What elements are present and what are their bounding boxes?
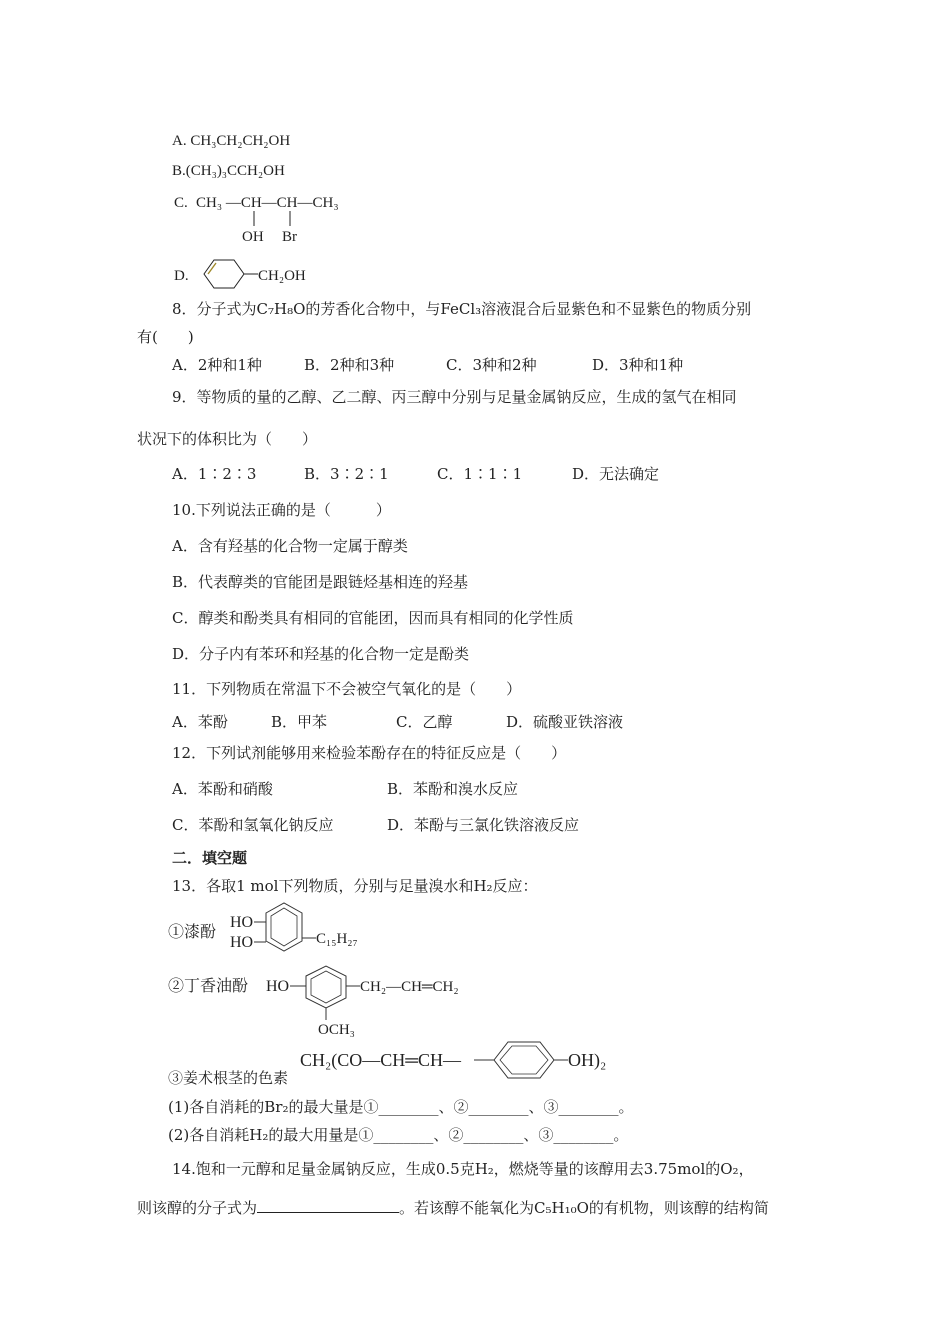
- q9-option-d: D．无法确定: [572, 465, 660, 483]
- q12-option-c: C．苯酚和氢氧化钠反应: [172, 816, 334, 834]
- q9-stem-line2: 状况下的体积比为（ ）: [137, 430, 318, 448]
- q12-option-b: B．苯酚和溴水反应: [387, 780, 519, 798]
- benzene-ring-icon: [306, 966, 346, 1008]
- q7-c-oh: OH: [242, 229, 264, 245]
- q7-option-d-structure: [172, 256, 372, 292]
- benzene-inner-ring-icon: [311, 971, 341, 1003]
- q12-option-d: D．苯酚与三氯化铁溶液反应: [387, 816, 580, 834]
- q13-s1-r: C₁₅H₂₇: [316, 931, 358, 947]
- q13-s1-ho2: HO: [230, 934, 254, 951]
- q11-stem: 11．下列物质在常温下不会被空气氧化的是（ ）: [172, 680, 522, 698]
- q8-stem-line1: 8．分子式为C₇H₈O的芳香化合物中，与FeCl₃溶液混合后显紫色和不显紫色的物质分别: [172, 300, 752, 318]
- q13-question-2: (2)各自消耗H₂的最大用量是①________、②________、③________。: [168, 1126, 629, 1144]
- benzene-ring-icon: [494, 1042, 554, 1078]
- eugenol-structure: [168, 962, 528, 1038]
- section-title-fill-in: 二．填空题: [172, 849, 248, 867]
- benzene-inner-ring-icon: [500, 1046, 548, 1074]
- q13-s2-ho: HO: [266, 978, 290, 995]
- q11-option-c: C．乙醇: [396, 713, 453, 731]
- q11-option-d: D．硫酸亚铁溶液: [506, 713, 624, 731]
- q8-option-d: D．3种和1种: [592, 356, 684, 374]
- q13-s3-formula-left: CH₂(CO—CH═CH—: [300, 1050, 462, 1070]
- q7-c-main-chain: CH₃ —CH—CH—CH₃: [196, 195, 339, 211]
- q8-option-c: C．3种和2种: [446, 356, 537, 374]
- benzene-inner-ring-icon: [271, 908, 297, 946]
- q8-stem-line2: 有( ): [137, 328, 194, 346]
- q7-option-a: A. CH₃CH₂CH₂OH: [172, 133, 291, 149]
- q13-stem: 13．各取1 mol下列物质，分别与足量溴水和H₂反应：: [172, 877, 538, 895]
- q7-d-label: D.: [174, 268, 189, 284]
- q13-s1-ho1: HO: [230, 914, 254, 931]
- q11-option-b: B．甲苯: [271, 713, 328, 731]
- q7-d-group: CH₂OH: [258, 268, 306, 284]
- q9-option-b: B．3∶2∶1: [304, 465, 389, 483]
- q8-option-b: B．2种和3种: [304, 356, 395, 374]
- q11-option-a: A．苯酚: [172, 713, 228, 731]
- q8-option-a: A．2种和1种: [172, 356, 262, 374]
- q13-structure-1: [168, 900, 428, 962]
- q14-answer-blank[interactable]: [257, 1197, 399, 1213]
- urushiol-structure: [168, 900, 428, 962]
- benzene-ring-icon: [204, 260, 244, 288]
- q7-option-d: [172, 256, 372, 292]
- q13-structure-3: [296, 1038, 636, 1082]
- q12-option-a: A．苯酚和硝酸: [172, 780, 273, 798]
- q7-c-br: Br: [282, 229, 297, 245]
- q13-s3-label: ③姜术根茎的色素: [168, 1069, 289, 1087]
- q7-c-label: C.: [174, 195, 188, 211]
- q10-option-a: A．含有羟基的化合物一定属于醇类: [172, 537, 408, 555]
- q13-s1-label: ①漆酚: [168, 924, 217, 941]
- q14-line2-prefix: 则该醇的分子式为: [137, 1199, 258, 1217]
- q14-stem-line2: [137, 1197, 769, 1218]
- curcumin-structure: [296, 1038, 636, 1082]
- q10-option-c: C．醇类和酚类具有相同的官能团，因而具有相同的化学性质: [172, 609, 574, 627]
- q7-option-b: B.(CH₃)₃CCH₂OH: [172, 163, 285, 179]
- q10-stem: 10.下列说法正确的是（ ）: [172, 501, 391, 519]
- q13-s3-formula-right: OH)₂: [568, 1050, 607, 1070]
- q13-s2-label: ②丁香油酚: [168, 978, 249, 995]
- q9-option-c: C．1∶1∶1: [437, 465, 523, 483]
- q7-option-c: [172, 190, 372, 246]
- q14-line2-suffix: 。若该醇不能氧化为C₅H₁₀O的有机物，则该醇的结构简: [399, 1199, 769, 1217]
- q7-option-c-structure: [172, 190, 372, 246]
- double-bond-mark: [208, 263, 216, 274]
- q13-s2-chain: CH₂—CH═CH₂: [360, 979, 459, 995]
- q9-stem-line1: 9．等物质的量的乙醇、乙二醇、丙三醇中分别与足量金属钠反应，生成的氢气在相同: [172, 388, 737, 406]
- q10-option-d: D．分子内有苯环和羟基的化合物一定是酚类: [172, 645, 470, 663]
- q13-structure-2: [168, 962, 528, 1038]
- q13-question-1: (1)各自消耗的Br₂的最大量是①________、②________、③________。: [168, 1098, 634, 1116]
- q14-stem-line1: 14.饱和一元醇和足量金属钠反应，生成0.5克H₂，燃烧等量的该醇用去3.75mol的O₂，: [172, 1160, 754, 1178]
- q10-option-b: B．代表醇类的官能团是跟链烃基相连的羟基: [172, 573, 469, 591]
- q13-s2-och3: OCH₃: [318, 1022, 355, 1038]
- q12-stem: 12．下列试剂能够用来检验苯酚存在的特征反应是（ ）: [172, 744, 567, 762]
- q9-option-a: A．1∶2∶3: [172, 465, 257, 483]
